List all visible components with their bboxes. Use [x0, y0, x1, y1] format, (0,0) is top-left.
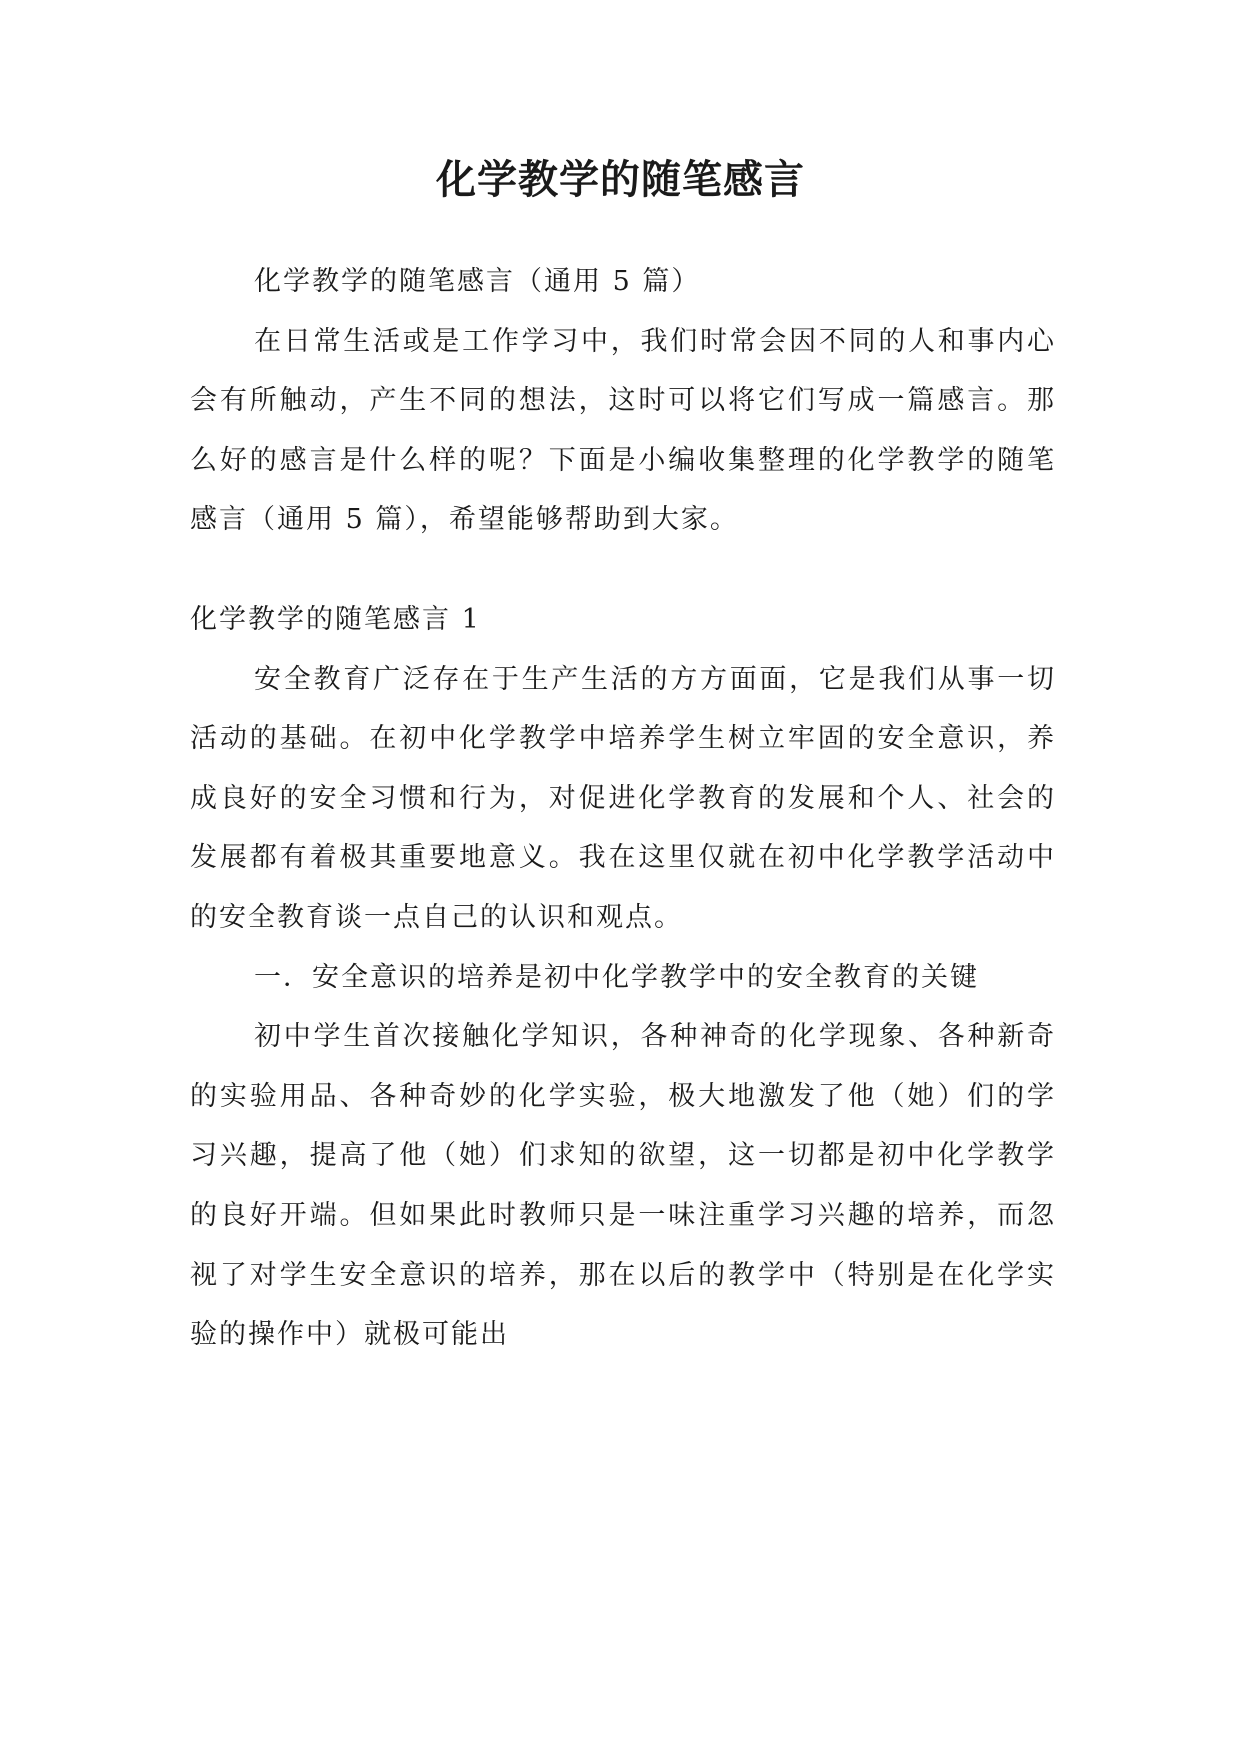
- intro-paragraph: 在日常生活或是工作学习中，我们时常会因不同的人和事内心会有所触动，产生不同的想法，这时可以将它们写成一篇感言。那么好的感言是什么样的呢？下面是小编收集整理的化学教学的随笔感言（通用 5 篇），希望能够帮助到大家。: [190, 325, 1056, 536]
- document-title: 化学教学的随笔感言: [436, 156, 805, 203]
- document-body: [190, 252, 1056, 1365]
- subtitle-paragraph: 化学教学的随笔感言（通用 5 篇）: [254, 266, 701, 297]
- point-heading: 一．安全意识的培养是初中化学教学中的安全教育的关键: [254, 961, 979, 993]
- section-heading: 化学教学的随笔感言 1: [190, 603, 481, 635]
- body-paragraph: 初中学生首次接触化学知识，各种神奇的化学现象、各种新奇的实验用品、各种奇妙的化学实验，极大地激发了他（她）们的学习兴趣，提高了他（她）们求知的欲望，这一切都是初中化学教学的良好开端。但如果此时教师只是一味注重学习兴趣的培养，而忽视了对学生安全意识的培养，那在以后的教学中（特别是在化学实验的操作中）就极可能出: [190, 1021, 1056, 1351]
- section-spacer: [190, 550, 1056, 590]
- body-paragraph: 安全教育广泛存在于生产生活的方方面面，它是我们从事一切活动的基础。在初中化学教学中培养学生树立牢固的安全意识，养成良好的安全习惯和行为，对促进化学教育的发展和个人、社会的发展都有着极其重要地意义。我在这里仅就在初中化学教学活动中的安全教育谈一点自己的认识和观点。: [190, 663, 1056, 933]
